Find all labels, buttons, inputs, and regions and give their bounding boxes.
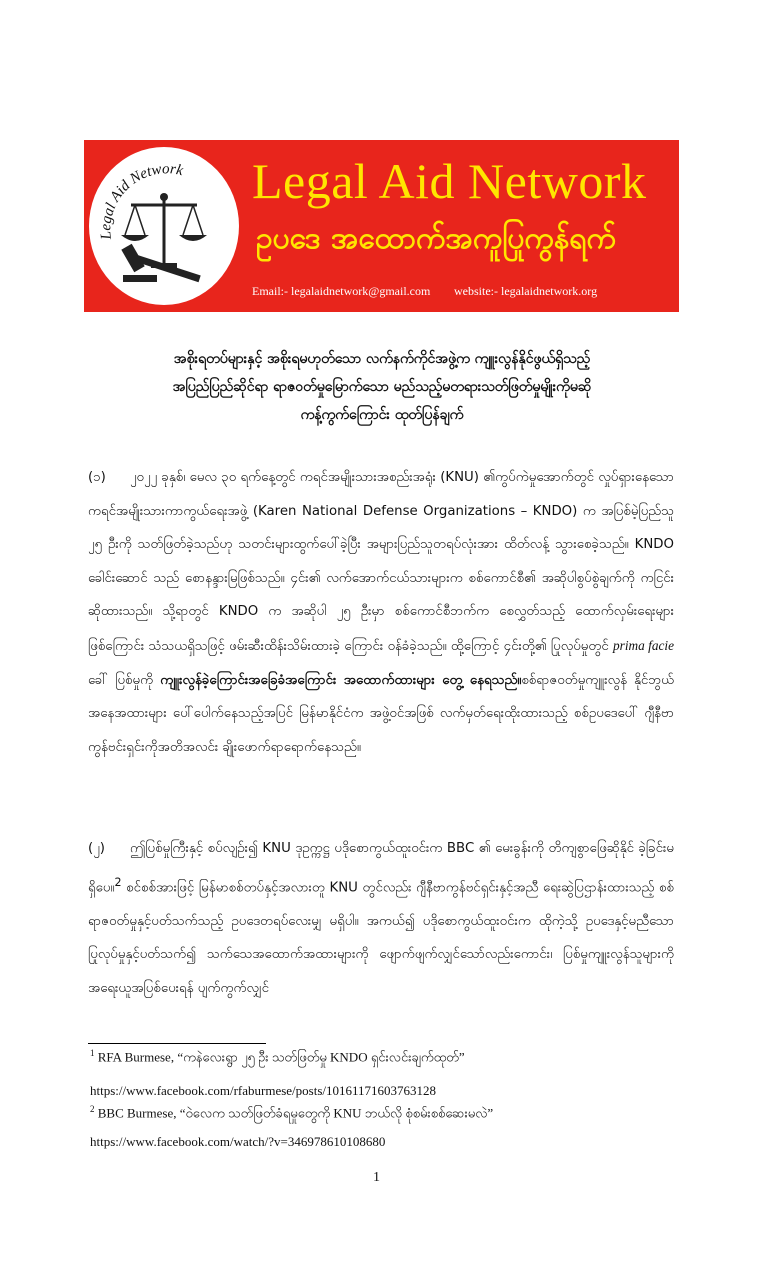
svg-text:Legal Aid Network: Legal Aid Network (98, 161, 185, 241)
paragraph-number: (၂) (88, 841, 105, 856)
document-title (92, 345, 672, 429)
title-line-2: အပြည်ပြည်ဆိုင်ရာ ရာဇဝတ်မှုမြောက်သော မည်သည့်မတရားသတ်ဖြတ်မှုမျိုးကိုမဆို (172, 379, 592, 395)
footnote-mark: 1 (90, 1048, 95, 1058)
paragraph-text: စင်စစ်အားဖြင့် မြန်မာစစ်တပ်နှင့်အလားတူ KNU တွင်လည်း ဂျီနီဗာကွန်ဗင်ရှင်းနှင့်အညီ ရေးဆွဲပြဌာန်းထားသည့် စစ်ရာဇဝတ်မှုနှင့်ပတ်သက်သည့် ဥပဒေတရပ်လေးမျှ မရှိပါ။ အကယ်၍ ပဒိုစောကွယ်ထူးဝင်းက ထိုကဲ့သို့ ဥပဒေနှင့်မညီသော ပြုလုပ်မှုနှင့်ပတ်သက်၍ သက်သေအထောက်အထားများကို ဖျောက်ဖျက်လျှင်သော်လည်းကောင်း၊ ပြစ်မှုကျူးလွန်သူများကို အရေးယူအပြစ်ပေးရန် ပျက်ကွက်လျှင် (88, 880, 674, 996)
title-line-1: အစိုးရတပ်များနှင့် အစိုးရမဟုတ်သော လက်နက်ကိုင်အဖွဲ့က ကျူးလွန်နိုင်ဖွယ်ရှိသည့် (173, 351, 591, 367)
banner-email: Email:- legalaidnetwork@gmail.com (252, 284, 431, 298)
footnote-2 (90, 1104, 493, 1124)
footnote-text: BBC Burmese, “ဝဲလေက သတ်ဖြတ်ခံရမှုတွေကို KNU ဘယ်လို စုံစမ်းစစ်ဆေးမလဲ” (97, 1105, 494, 1121)
banner-subtitle: ဥပဒေ အထောက်အကူပြုကွန်ရက် (256, 221, 616, 256)
footnote-1 (90, 1048, 465, 1068)
paragraph-text: ၂၀၂၂ ခုနှစ်၊ မေလ ၃၀ ရက်နေ့တွင် ကရင်အမျိုးသားအစည်းအရုံး (KNU) ၏ကွပ်ကဲမှုအောက်တွင် လှုပ်ရှားနေသော ကရင်အမျိုးသားကာကွယ်ရေးအဖွဲ့ (Karen National Defense Organizations – KNDO) က အပြစ်မဲ့ပြည်သူ ၂၅ ဦးကို သတ်ဖြတ်ခဲ့သည်ဟု သတင်းများထွက်ပေါ်ခဲ့ပြီး အများပြည်သူတရပ်လုံးအား ထိတ်လန့် သွားစေခဲ့သည်။ KNDO ခေါင်းဆောင် သည် စောနန္ဒားမြဖြစ်သည်။ ၄င်း၏ လက်အောက်ငယ်သားများက စစ်ကောင်စီ၏ အဆိုပါစွပ်စွဲချက်ကို ကငြင်းဆိုထားသည်။ သို့ရာတွင် KNDO က အဆိုပါ ၂၅ ဦးမှာ စစ်ကောင်စီဘက်က စေလွှတ်သည့် ထောက်လှမ်းရေးများဖြစ်ကြောင်း သံသယရှိသဖြင့် ဖမ်းဆီးထိန်းသိမ်းထားခဲ့ ကြောင်း ဝန်ခံခဲ့သည်။ ထို့ကြောင့် ၄င်းတို့၏ ပြုလုပ်မှုတွင် (88, 470, 674, 654)
italic-term: prima facie (613, 637, 674, 653)
footnote-2-link[interactable]: https://www.facebook.com/watch/?v=346978610108680 (90, 1134, 386, 1149)
paragraph-text: ဤပြစ်မှုကြီးနှင့် စပ်လျဉ်း၍ KNU ဒုဥက္ကဋ္ဌ ပဒိုစောကွယ်ထူးဝင်းက BBC ၏ မေးခွန်းကို တိကျစွာဖြေဆိုနိုင် ခဲ့ခြင်းမရှိပေ။ (88, 841, 674, 896)
title-line-3: ကန့်ကွက်ကြောင်း ထုတ်ပြန်ချက် (300, 407, 464, 423)
page-number: 1 (373, 1170, 380, 1185)
footnote-mark: 2 (90, 1104, 95, 1114)
paragraph-1 (88, 461, 674, 816)
header-banner (84, 140, 679, 312)
banner-website: website:- legalaidnetwork.org (454, 284, 598, 298)
footnote-1-link[interactable]: https://www.facebook.com/rfaburmese/posts/10161171603763128 (90, 1083, 437, 1098)
footnote-reference[interactable]: 2 (114, 875, 122, 889)
paragraph-text: ခေါ် ပြစ်မှုကို (88, 672, 154, 688)
footnote-text: RFA Burmese, “ကနဲလေးရွာ ၂၅ ဦး သတ်ဖြတ်မှု KNDO ရှင်းလင်းချက်ထုတ်” (97, 1049, 465, 1065)
footnote-divider (88, 1043, 266, 1044)
scales-of-justice-logo (89, 147, 239, 305)
banner-title: Legal Aid Network (252, 153, 647, 209)
paragraph-number: (၁) (88, 470, 106, 485)
paragraph-text: စစ်ရာဇဝတ်မှုကျူးလွန် နိုင်ဘွယ်အနေအထားများ ပေါ်ပေါက်နေသည့်အပြင် မြန်မာနိုင်ငံက အဖွဲ့ဝင်အဖြစ် လက်မှတ်ရေးထိုးထားသည့် စစ်ဥပဒေပေါ် ဂျီနီဗာကွန်ဗင်းရှင်းကိုအတိအလင်း ချိုးဖောက်ရာရောက်နေသည်။ (88, 672, 674, 755)
emphasized-text: ကျူးလွန်ခဲ့ကြောင်းအခြေခံအကြောင်း အထောက်ထားများ တွေ့ နေရသည်။ (160, 672, 522, 688)
paragraph-2 (88, 832, 674, 1016)
